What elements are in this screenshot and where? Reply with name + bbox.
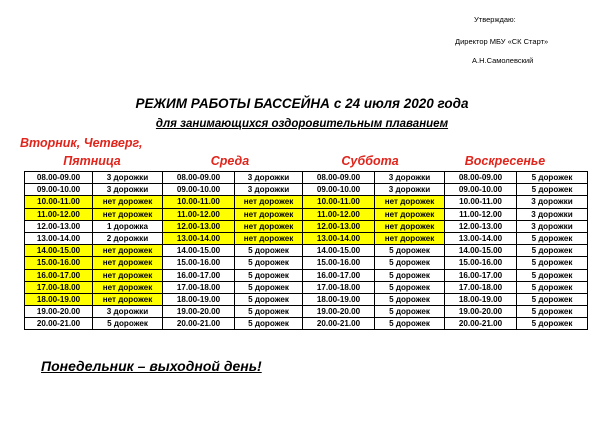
sun-lanes-cell: 5 дорожек bbox=[517, 184, 588, 196]
wed-time-cell: 09.00-10.00 bbox=[163, 184, 235, 196]
tue-lanes-cell: 2 дорожки bbox=[93, 232, 163, 244]
wed-time-cell: 19.00-20.00 bbox=[163, 306, 235, 318]
sun-time-cell: 10.00-11.00 bbox=[445, 196, 517, 208]
wed-time-cell: 08.00-09.00 bbox=[163, 172, 235, 184]
tue-time-cell: 20.00-21.00 bbox=[25, 318, 93, 330]
sat-lanes-cell: 5 дорожек bbox=[375, 306, 445, 318]
sun-time-cell: 16.00-17.00 bbox=[445, 269, 517, 281]
tue-lanes-cell: нет дорожек bbox=[93, 281, 163, 293]
tue-lanes-cell: нет дорожек bbox=[93, 208, 163, 220]
tue-time-cell: 12.00-13.00 bbox=[25, 220, 93, 232]
sun-time-cell: 15.00-16.00 bbox=[445, 257, 517, 269]
day-header-sat: Суббота bbox=[341, 154, 399, 168]
wed-lanes-cell: нет дорожек bbox=[235, 220, 303, 232]
page-title bbox=[0, 96, 604, 112]
table-row bbox=[25, 281, 588, 293]
sat-time-cell: 12.00-13.00 bbox=[303, 220, 375, 232]
wed-lanes-cell: 5 дорожек bbox=[235, 257, 303, 269]
sat-time-cell: 18.00-19.00 bbox=[303, 293, 375, 305]
sat-lanes-cell: 5 дорожек bbox=[375, 269, 445, 281]
wed-time-cell: 20.00-21.00 bbox=[163, 318, 235, 330]
sat-lanes-cell: 5 дорожек bbox=[375, 257, 445, 269]
wed-lanes-cell: 5 дорожек bbox=[235, 245, 303, 257]
wed-lanes-cell: 5 дорожек bbox=[235, 318, 303, 330]
wed-lanes-cell: 5 дорожек bbox=[235, 269, 303, 281]
table-row bbox=[25, 245, 588, 257]
tue-time-cell: 17.00-18.00 bbox=[25, 281, 93, 293]
tue-time-cell: 10.00-11.00 bbox=[25, 196, 93, 208]
schedule-table bbox=[24, 171, 588, 330]
sat-lanes-cell: 5 дорожек bbox=[375, 281, 445, 293]
sat-lanes-cell: нет дорожек bbox=[375, 208, 445, 220]
sat-lanes-cell: 5 дорожек bbox=[375, 318, 445, 330]
sat-time-cell: 08.00-09.00 bbox=[303, 172, 375, 184]
sat-time-cell: 11.00-12.00 bbox=[303, 208, 375, 220]
sun-lanes-cell: 5 дорожек bbox=[517, 172, 588, 184]
sat-lanes-cell: 3 дорожки bbox=[375, 172, 445, 184]
day-header-sun: Воскресенье bbox=[464, 154, 546, 168]
sun-lanes-cell: 5 дорожек bbox=[517, 318, 588, 330]
wed-time-cell: 10.00-11.00 bbox=[163, 196, 235, 208]
sat-time-cell: 14.00-15.00 bbox=[303, 245, 375, 257]
tue-time-cell: 16.00-17.00 bbox=[25, 269, 93, 281]
wed-lanes-cell: нет дорожек bbox=[235, 232, 303, 244]
sun-lanes-cell: 5 дорожек bbox=[517, 281, 588, 293]
sun-time-cell: 14.00-15.00 bbox=[445, 245, 517, 257]
sat-time-cell: 16.00-17.00 bbox=[303, 269, 375, 281]
sat-time-cell: 09.00-10.00 bbox=[303, 184, 375, 196]
sat-time-cell: 19.00-20.00 bbox=[303, 306, 375, 318]
tue-time-cell: 19.00-20.00 bbox=[25, 306, 93, 318]
wed-lanes-cell: 3 дорожки bbox=[235, 184, 303, 196]
sun-time-cell: 20.00-21.00 bbox=[445, 318, 517, 330]
table-row bbox=[25, 269, 588, 281]
wed-lanes-cell: 5 дорожек bbox=[235, 281, 303, 293]
wed-lanes-cell: нет дорожек bbox=[235, 208, 303, 220]
title-date: с 24 июля 2020 года bbox=[333, 96, 469, 111]
sun-lanes-cell: 3 дорожки bbox=[517, 220, 588, 232]
day-header-wed: Среда bbox=[210, 154, 250, 168]
tue-lanes-cell: нет дорожек bbox=[93, 196, 163, 208]
sun-lanes-cell: 3 дорожки bbox=[517, 196, 588, 208]
wed-lanes-cell: 5 дорожек bbox=[235, 293, 303, 305]
sun-lanes-cell: 5 дорожек bbox=[517, 306, 588, 318]
sat-time-cell: 10.00-11.00 bbox=[303, 196, 375, 208]
table-row bbox=[25, 172, 588, 184]
sat-lanes-cell: нет дорожек bbox=[375, 232, 445, 244]
tue-time-cell: 11.00-12.00 bbox=[25, 208, 93, 220]
table-row bbox=[25, 257, 588, 269]
sun-lanes-cell: 5 дорожек bbox=[517, 232, 588, 244]
tue-lanes-cell: 3 дорожки bbox=[93, 306, 163, 318]
wed-time-cell: 14.00-15.00 bbox=[163, 245, 235, 257]
schedule-body bbox=[25, 172, 588, 330]
tue-lanes-cell: 3 дорожки bbox=[93, 184, 163, 196]
day-header-tue-thu: Вторник, Четверг, bbox=[20, 136, 143, 150]
tue-time-cell: 13.00-14.00 bbox=[25, 232, 93, 244]
page-subtitle: для занимающихся оздоровительным плаванием bbox=[155, 118, 449, 130]
sat-time-cell: 17.00-18.00 bbox=[303, 281, 375, 293]
sun-time-cell: 08.00-09.00 bbox=[445, 172, 517, 184]
sat-time-cell: 15.00-16.00 bbox=[303, 257, 375, 269]
sat-time-cell: 13.00-14.00 bbox=[303, 232, 375, 244]
tue-lanes-cell: 3 дорожки bbox=[93, 172, 163, 184]
sun-lanes-cell: 3 дорожки bbox=[517, 208, 588, 220]
sun-lanes-cell: 5 дорожек bbox=[517, 257, 588, 269]
tue-lanes-cell: нет дорожек bbox=[93, 269, 163, 281]
tue-time-cell: 18.00-19.00 bbox=[25, 293, 93, 305]
table-row bbox=[25, 196, 588, 208]
tue-lanes-cell: нет дорожек bbox=[93, 257, 163, 269]
sun-time-cell: 17.00-18.00 bbox=[445, 281, 517, 293]
tue-time-cell: 14.00-15.00 bbox=[25, 245, 93, 257]
tue-lanes-cell: нет дорожек bbox=[93, 293, 163, 305]
sun-lanes-cell: 5 дорожек bbox=[517, 293, 588, 305]
sat-lanes-cell: 3 дорожки bbox=[375, 184, 445, 196]
wed-time-cell: 13.00-14.00 bbox=[163, 232, 235, 244]
sun-time-cell: 18.00-19.00 bbox=[445, 293, 517, 305]
sat-lanes-cell: нет дорожек bbox=[375, 220, 445, 232]
title-main: РЕЖИМ РАБОТЫ БАССЕЙНА bbox=[135, 96, 330, 111]
wed-lanes-cell: 3 дорожки bbox=[235, 172, 303, 184]
wed-lanes-cell: 5 дорожек bbox=[235, 306, 303, 318]
tue-lanes-cell: 1 дорожка bbox=[93, 220, 163, 232]
sat-lanes-cell: 5 дорожек bbox=[375, 245, 445, 257]
sun-time-cell: 12.00-13.00 bbox=[445, 220, 517, 232]
sun-lanes-cell: 5 дорожек bbox=[517, 269, 588, 281]
table-row bbox=[25, 306, 588, 318]
approval-director: Директор МБУ «СК Старт» bbox=[455, 37, 549, 46]
approval-name: А.Н.Самолевский bbox=[472, 56, 534, 65]
table-row bbox=[25, 184, 588, 196]
day-header-fri: Пятница bbox=[63, 154, 121, 168]
table-row bbox=[25, 232, 588, 244]
sat-time-cell: 20.00-21.00 bbox=[303, 318, 375, 330]
wed-time-cell: 18.00-19.00 bbox=[163, 293, 235, 305]
wed-lanes-cell: нет дорожек bbox=[235, 196, 303, 208]
wed-time-cell: 16.00-17.00 bbox=[163, 269, 235, 281]
tue-lanes-cell: 5 дорожек bbox=[93, 318, 163, 330]
tue-time-cell: 15.00-16.00 bbox=[25, 257, 93, 269]
sat-lanes-cell: нет дорожек bbox=[375, 196, 445, 208]
sun-time-cell: 19.00-20.00 bbox=[445, 306, 517, 318]
sat-lanes-cell: 5 дорожек bbox=[375, 293, 445, 305]
table-row bbox=[25, 318, 588, 330]
sun-time-cell: 09.00-10.00 bbox=[445, 184, 517, 196]
wed-time-cell: 15.00-16.00 bbox=[163, 257, 235, 269]
approval-label: Утверждаю: bbox=[474, 15, 516, 24]
sun-lanes-cell: 5 дорожек bbox=[517, 245, 588, 257]
tue-time-cell: 09.00-10.00 bbox=[25, 184, 93, 196]
table-row bbox=[25, 208, 588, 220]
sun-time-cell: 11.00-12.00 bbox=[445, 208, 517, 220]
wed-time-cell: 17.00-18.00 bbox=[163, 281, 235, 293]
wed-time-cell: 11.00-12.00 bbox=[163, 208, 235, 220]
footer-note: Понедельник – выходной день! bbox=[41, 358, 262, 374]
tue-time-cell: 08.00-09.00 bbox=[25, 172, 93, 184]
table-row bbox=[25, 293, 588, 305]
tue-lanes-cell: нет дорожек bbox=[93, 245, 163, 257]
wed-time-cell: 12.00-13.00 bbox=[163, 220, 235, 232]
table-row bbox=[25, 220, 588, 232]
sun-time-cell: 13.00-14.00 bbox=[445, 232, 517, 244]
